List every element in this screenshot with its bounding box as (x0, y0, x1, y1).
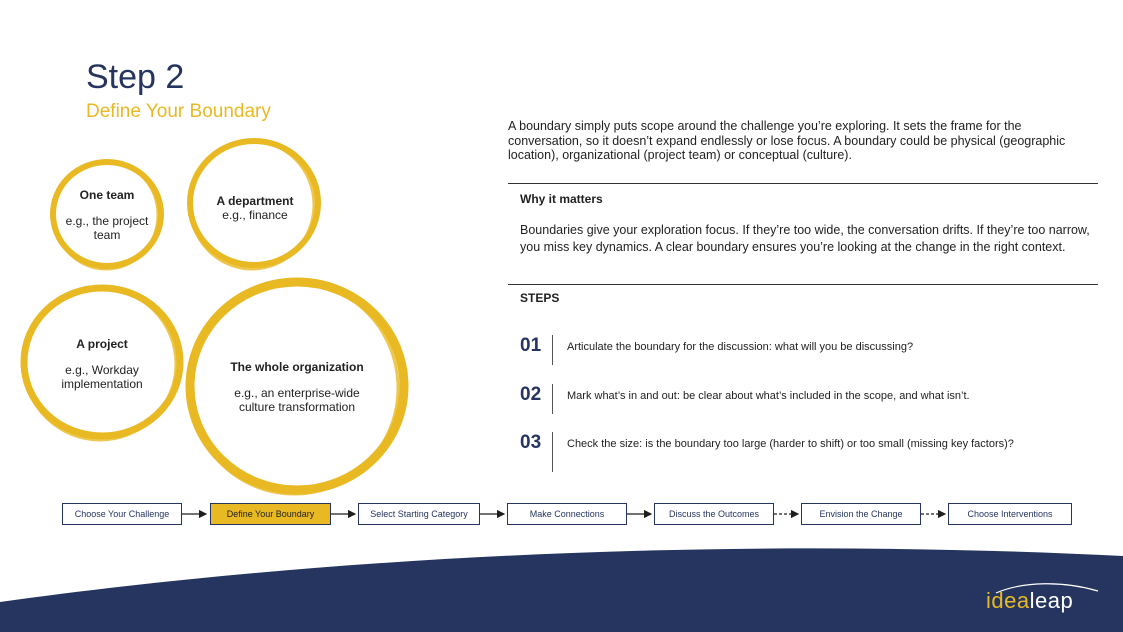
idealeap-logo (986, 588, 1073, 614)
page-subtitle: Define Your Boundary (86, 101, 271, 122)
flow-step-make-connections: Make Connections (507, 503, 627, 525)
flow-step-select-category: Select Starting Category (358, 503, 480, 525)
circle-example: e.g., Workday implementation (61, 363, 143, 391)
logo-part2: leap (1029, 588, 1074, 613)
footer-wave-shape (0, 548, 1123, 632)
why-paragraph: Boundaries give your exploration focus. If they’re too wide, the conversation drifts. If they’re too narrow, you miss key dynamics. A clear boundary ensures you’re looking at the change in the right context. (520, 223, 1090, 254)
step-number: 01 (520, 335, 542, 356)
circle-example: e.g., finance (222, 208, 288, 222)
page-title: Step 2 (86, 58, 185, 96)
flow-step-envision-change: Envision the Change (801, 503, 921, 525)
logo-swoosh-path (996, 584, 1098, 593)
step-number: 02 (520, 384, 542, 405)
step-text: Mark what’s in and out: be clear about what’s included in the scope, and what isn’t. (567, 390, 970, 402)
step-text: Check the size: is the boundary too large (harder to shift) or too small (missing key factors)? (567, 438, 1014, 450)
intro-paragraph: A boundary simply puts scope around the challenge you’re exploring. It sets the frame for the conversation, so it doesn’t expand endlessly or lose focus. A boundary could be physical (geographic location), organizational (project team) or conceptual (culture). (508, 119, 1066, 162)
circle-example: e.g., an enterprise-wide culture transformation (234, 386, 360, 414)
flow-step-discuss-outcomes: Discuss the Outcomes (654, 503, 774, 525)
circle-heading: A department (216, 194, 294, 208)
circle-heading: A project (76, 337, 128, 351)
step-text: Articulate the boundary for the discussion: what will you be discussing? (567, 341, 914, 353)
flow-step-choose-interventions: Choose Interventions (948, 503, 1072, 525)
logo-swoosh (994, 581, 1104, 595)
flow-step-define-boundary: Define Your Boundary (210, 503, 331, 525)
why-heading: Why it matters (520, 192, 603, 206)
circle-example: e.g., the project team (65, 214, 149, 242)
steps-heading: STEPS (520, 291, 560, 305)
step-number: 03 (520, 432, 542, 453)
circle-heading: The whole organization (230, 360, 364, 374)
flow-step-choose-challenge: Choose Your Challenge (62, 503, 182, 525)
circle-heading: One team (79, 188, 135, 202)
logo-part1: idea (986, 588, 1030, 613)
